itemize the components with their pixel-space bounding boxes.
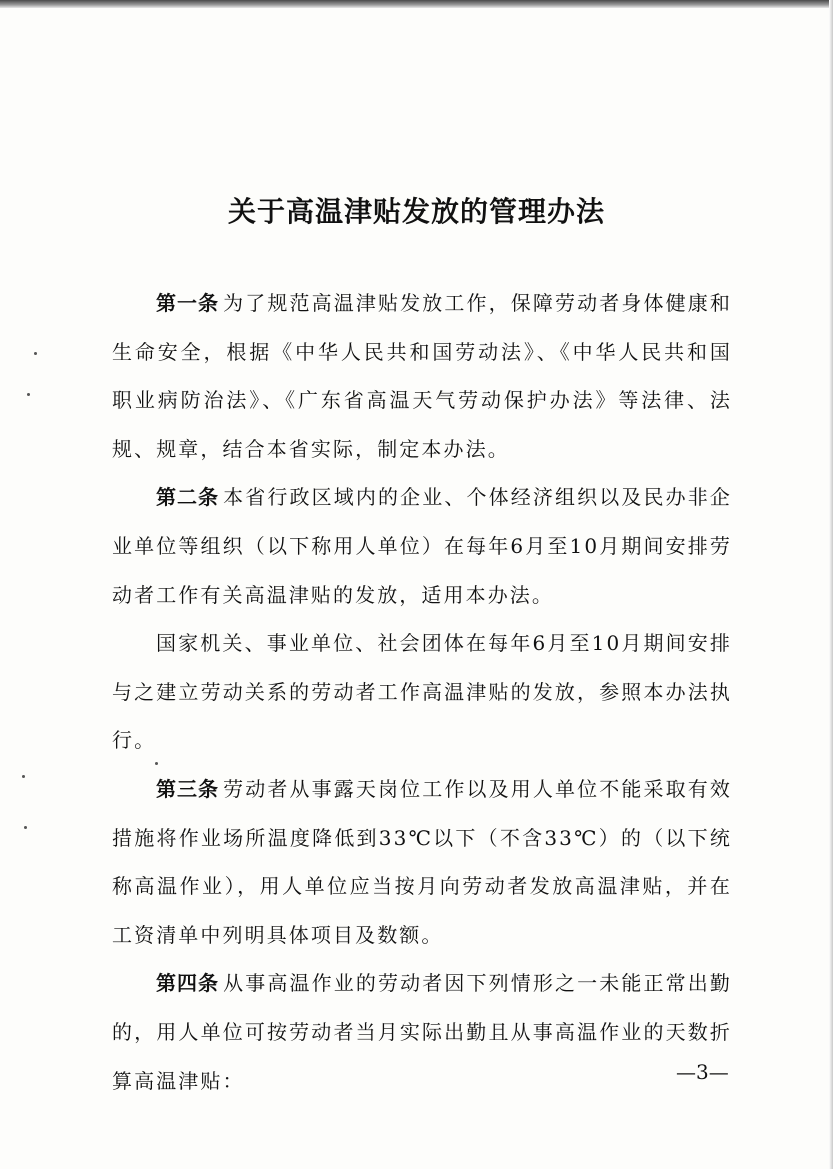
article-text: 劳动者从事露天岗位工作以及用人单位不能采取有效措施将作业场所温度降低到33℃以下（不含33℃）的（以下统称高温作业），用人单位应当按月向劳动者发放高温津贴，并在工资清单中列明具体项目及数额。: [112, 776, 732, 947]
article-text: 为了规范高温津贴发放工作，保障劳动者身体健康和生命安全，根据《中华人民共和国劳动法》、《中华人民共和国职业病防治法》、《广东省高温天气劳动保护办法》等法律、法规、规章，结合本省实际，制定本办法。: [112, 291, 732, 461]
paragraph-article-4: [112, 959, 732, 1105]
document-body: [112, 279, 732, 1105]
article-text: 从事高温作业的劳动者因下列情形之一未能正常出勤的，用人单位可按劳动者当月实际出勤且从事高温作业的天数折算高温津贴：: [112, 971, 732, 1093]
paragraph-article-1: [112, 279, 732, 473]
document-title: 关于高温津贴发放的管理办法: [227, 195, 605, 228]
article-label: 第三条: [156, 776, 220, 801]
scan-speck: [27, 393, 30, 396]
scan-speck: [22, 775, 25, 778]
scan-edge-top: [0, 0, 833, 8]
scan-speck: [24, 826, 27, 829]
article-label: 第二条: [156, 485, 220, 510]
paragraph-article-2: [112, 473, 732, 619]
scan-edge-right: [829, 0, 833, 1169]
article-label: 第四条: [156, 971, 220, 996]
article-label: 第一条: [156, 291, 220, 315]
scan-speck: [34, 352, 37, 355]
paragraph-article-3: [112, 765, 732, 959]
article-text: 本省行政区域内的企业、个体经济组织以及民办非企业单位等组织（以下称用人单位）在每年6月至10月期间安排劳动者工作有关高温津贴的发放，适用本办法。: [112, 485, 732, 607]
page-number: —3—: [676, 1060, 729, 1084]
paragraph-article-2-clause-2: [112, 619, 732, 765]
article-text: 国家机关、事业单位、社会团体在每年6月至10月期间安排与之建立劳动关系的劳动者工作高温津贴的发放，参照本办法执行。: [112, 631, 732, 753]
